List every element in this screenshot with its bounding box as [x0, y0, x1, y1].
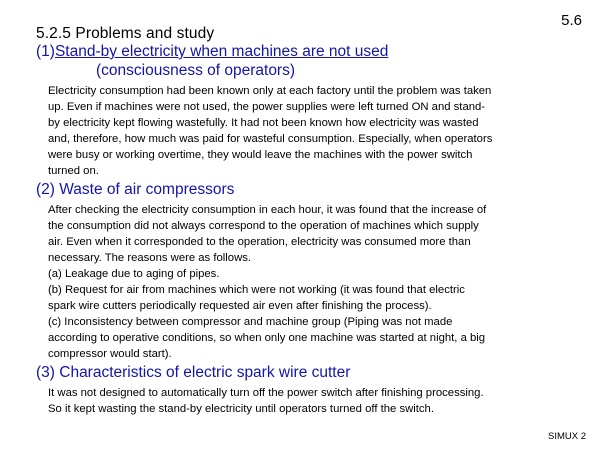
- body-line: according to operative conditions, so when only one machine was started at night, a big: [48, 332, 486, 344]
- body-line: turned on.: [48, 165, 99, 177]
- body-line: necessary. The reasons were as follows.: [48, 252, 252, 264]
- section-2-heading: (2) Waste of air compressors: [36, 181, 235, 198]
- body-line: up. Even if machines were not used, the power supplies were left turned ON and stand-: [48, 101, 486, 113]
- body-line: (c) Inconsistency between compressor and machine group (Piping was not made: [48, 316, 453, 328]
- body-line: by electricity kept flowing wastefully. It had not been known how electricity was wasted: [48, 117, 479, 129]
- section-3-body: [48, 385, 588, 417]
- section-1-heading: [36, 43, 388, 61]
- body-line: (a) Leakage due to aging of pipes.: [48, 268, 220, 280]
- body-line: compressor would start).: [48, 348, 172, 360]
- body-line: So it kept wasting the stand-by electricity until operators turned off the switch.: [48, 403, 434, 415]
- body-line: and, therefore, how much was paid for wasteful consumption. Especially, when operators: [48, 133, 493, 145]
- section-2-body: [48, 202, 588, 362]
- section-1-prefix: (1): [36, 43, 55, 60]
- body-line: the consumption did not always correspond to the operation of machines which supply: [48, 220, 479, 232]
- section-1-heading-line-1: Stand-by electricity when machines are not used: [54, 43, 389, 60]
- body-line: It was not designed to automatically turn off the power switch after finishing processing.: [48, 387, 484, 399]
- section-1-body: [48, 83, 588, 179]
- slide-number: 5.6: [561, 12, 582, 29]
- body-line: Electricity consumption had been known only at each factory until the problem was taken: [48, 85, 492, 97]
- section-3-heading: (3) Characteristics of electric spark wire cutter: [36, 364, 351, 381]
- footer-label: SIMUX 2: [547, 431, 586, 442]
- section-1-heading-line-2: (consciousness of operators): [96, 62, 296, 79]
- body-line: (b) Request for air from machines which were not working (it was found that electric: [48, 284, 465, 296]
- body-line: After checking the electricity consumption in each hour, it was found that the increase of: [48, 204, 487, 216]
- body-line: air. Even when it corresponded to the operation, electricity was consumed more than: [48, 236, 471, 248]
- page-title: 5.2.5 Problems and study: [36, 25, 215, 42]
- body-line: were busy or working overtime, they would leave the machines with the power switch: [48, 149, 473, 161]
- body-line: spark wire cutters periodically requested air even after finishing the process).: [48, 300, 432, 312]
